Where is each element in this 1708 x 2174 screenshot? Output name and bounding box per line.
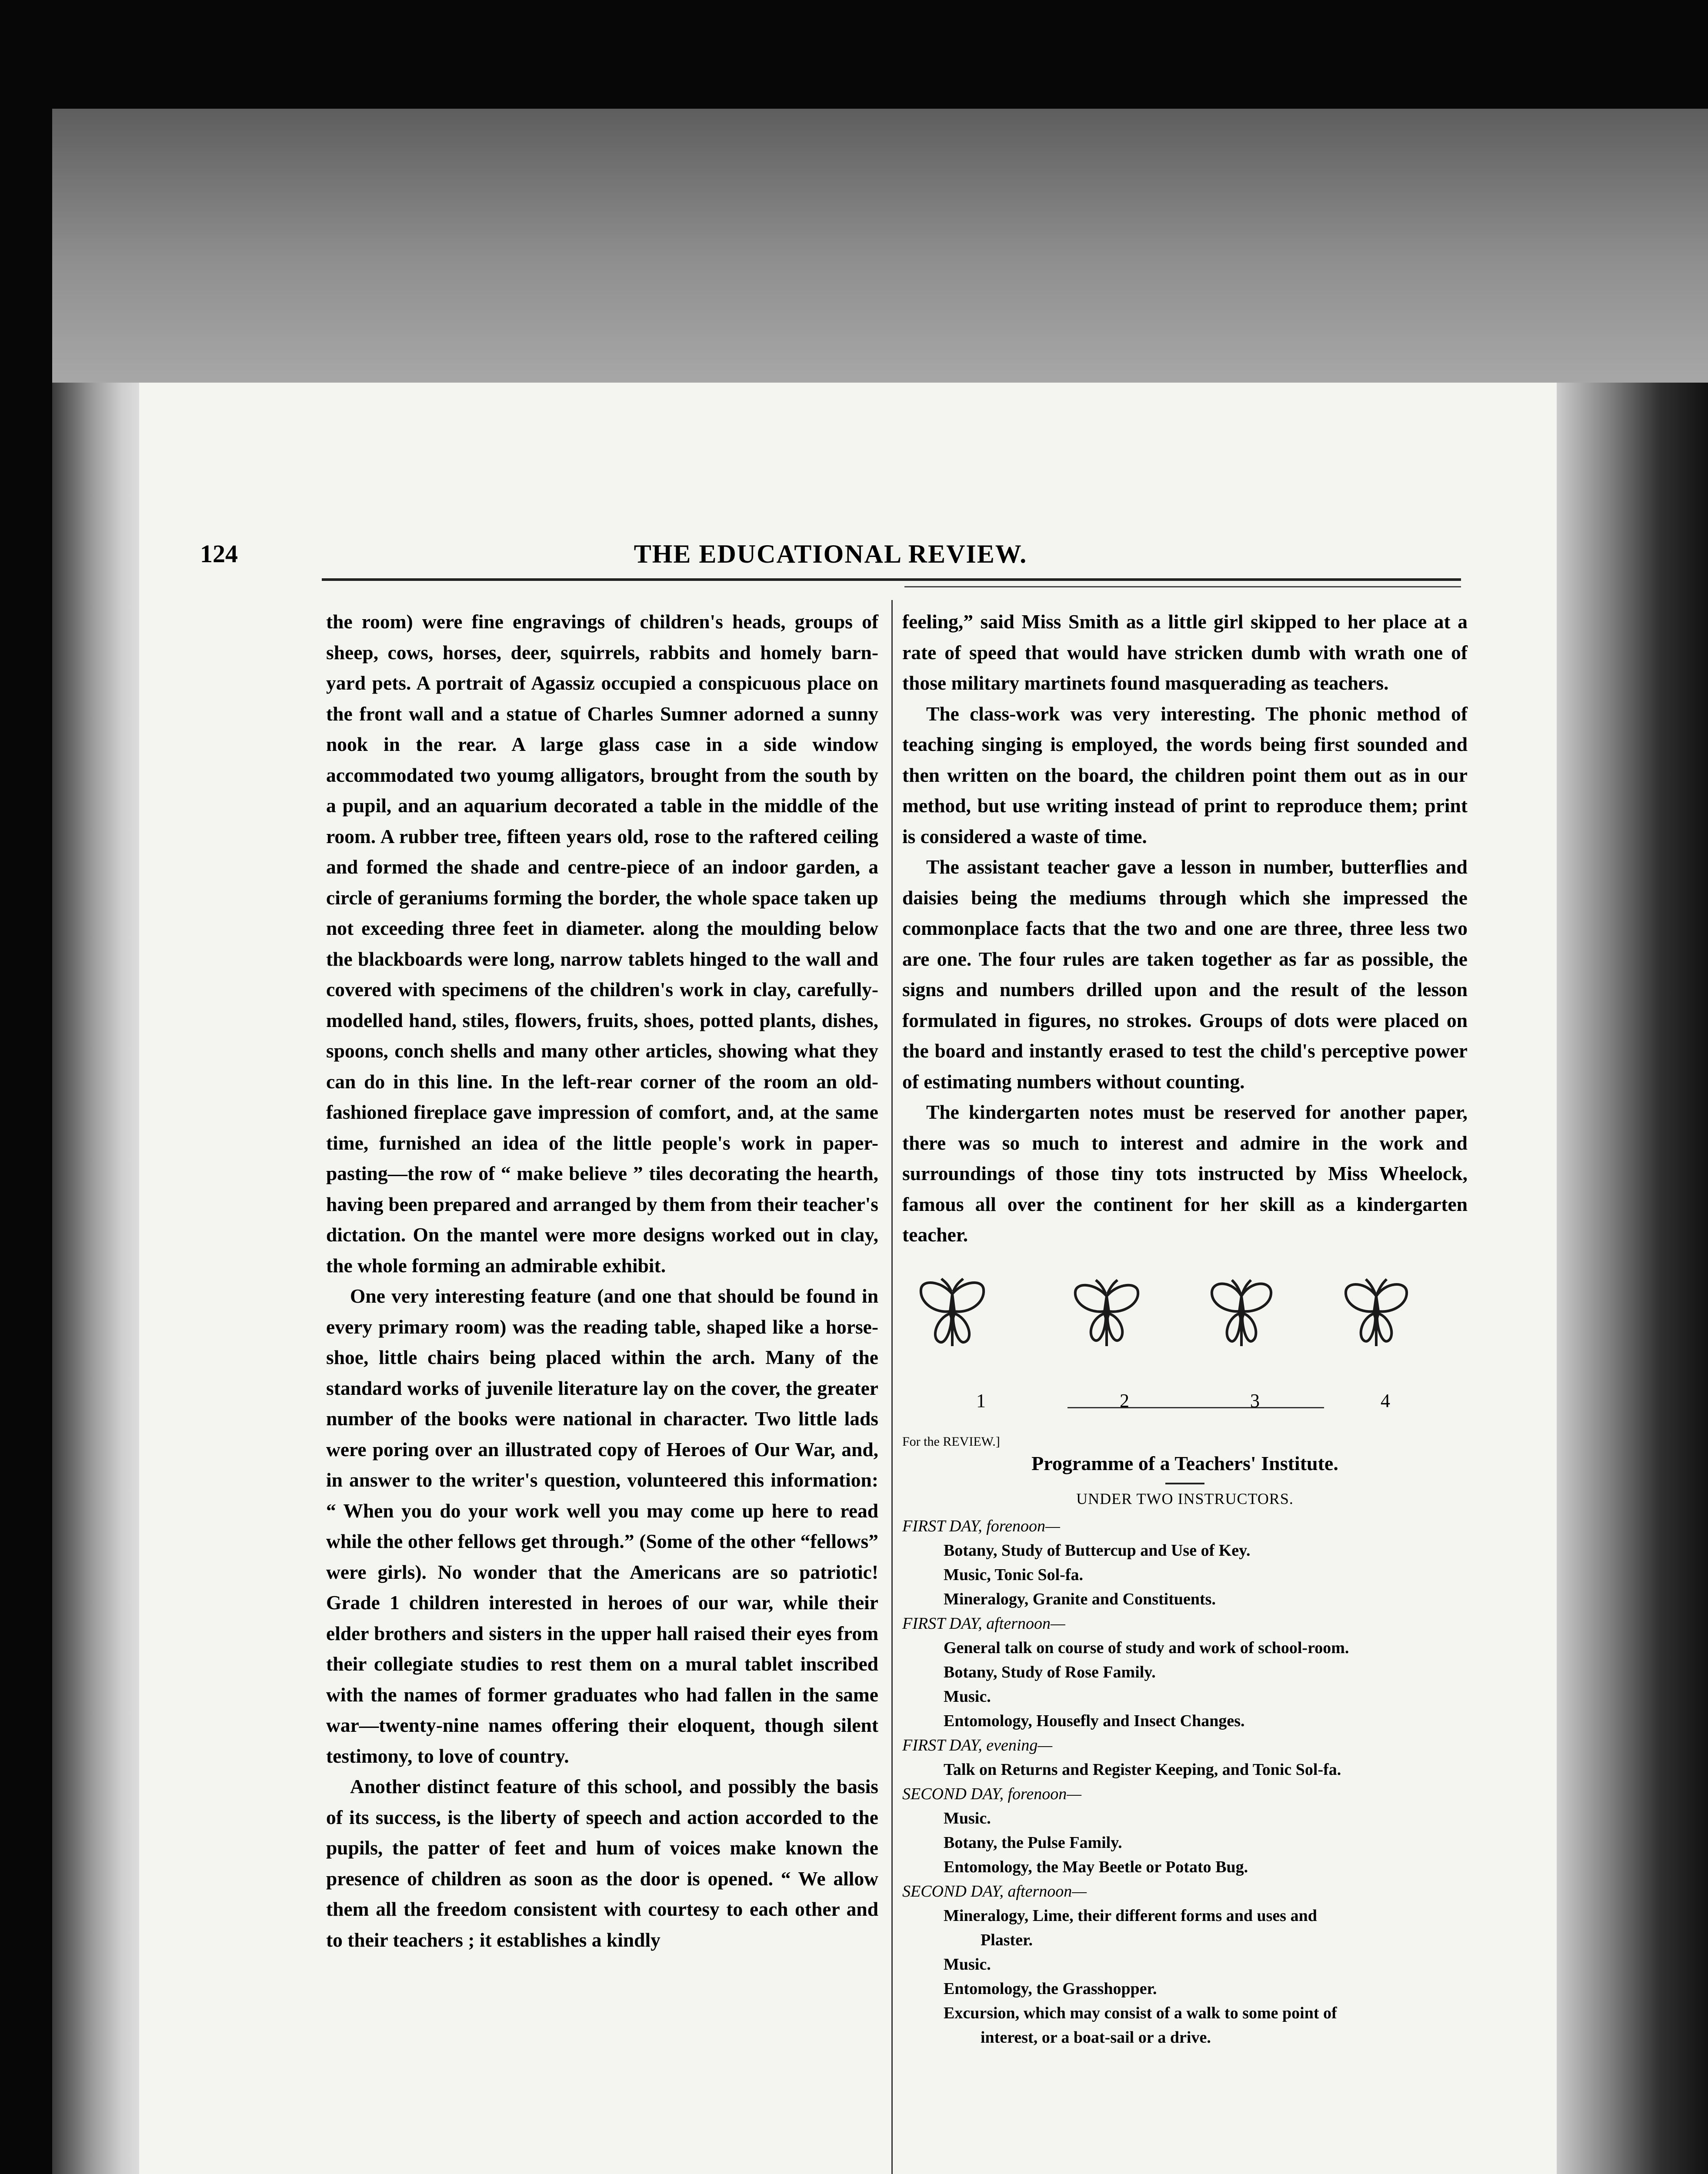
header-rule [322,578,1461,581]
session-item: Talk on Returns and Register Keeping, and Tonic Sol-fa. [944,1760,1341,1779]
butterfly-icon [1207,1277,1276,1359]
paragraph: feeling,” said Miss Smith as a little girl skipped to her place at a rate of speed that would have stricken dumb with wrath one of those military martinets found masquerading as teachers. [902,610,1468,694]
credit-line: For the REVIEW.] [902,1434,1000,1449]
programme-session [902,1514,1468,1611]
session-item: Music. [944,1809,991,1827]
page-header [200,539,1461,574]
butterfly-figures [902,1277,1468,1390]
session-item: Mineralogy, Lime, their different forms and uses and [944,1906,1317,1925]
programme-title: Programme of a Teachers' Institute. [1031,1452,1338,1474]
session-item: Botany, Study of Rose Family. [944,1663,1156,1681]
session-heading: SECOND DAY, afternoon— [902,1882,1087,1901]
session-item: Entomology, the Grasshopper. [944,1979,1157,1998]
session-heading: FIRST DAY, forenoon— [902,1517,1060,1535]
paragraph: The kindergarten notes must be reserved for another paper, there was so much to interest and admire in the work and surroundings of those tiny tots instructed by Miss Wheelock, famous all over the continent for her skill as a kindergarten teacher. [902,1101,1468,1246]
programme-session [902,1879,1468,2050]
session-heading: FIRST DAY, evening— [902,1736,1053,1754]
right-column [902,607,1468,2050]
figure-rule [1068,1407,1324,1408]
session-item: Music. [944,1955,991,1974]
running-head: THE EDUCATIONAL REVIEW. [634,540,1027,568]
paragraph: The assistant teacher gave a lesson in number, butterflies and daisies being the mediums through which she impressed the commonplace facts that the two and one are three, three less two are one. The four rules are taken together as far as possible, the signs and numbers drilled upon and the result of the lesson formulated in figures, no strokes. Groups of dots were placed on the board and instantly erased to test the child's perceptive power of estimating numbers without counting. [902,856,1468,1093]
paragraph: the room) were fine engravings of children's heads, groups of sheep, cows, horses, deer, squirrels, rabbits and homely barn-yard pets. A portrait of Agassiz occupied a conspicuous place on the front wall and a statue of Charles Sumner adorned a sunny nook in the rear. A large glass case in a side window accommodated two youmg alligators, brought from the south by a pupil, and an aquarium decorated a table in the middle of the room. A rubber tree, fifteen years old, rose to the raftered ceiling and formed the shade and centre-piece of an indoor garden, a circle of geraniums forming the border, the whole space taken up not exceeding three feet in diameter. along the moulding below the blackboards were long, narrow tablets hinged to the wall and covered with specimens of the children's work in clay, carefully-modelled hand, stiles, flowers, fruits, shoes, potted plants, dishes, spoons, conch shells and many other articles, showing what they can do in this line. In the left-rear corner of the room an old-fashioned fireplace gave impression of comfort, and, at the same time, furnished an idea of the little people's work in paper-pasting—the row of “ make believe ” tiles decorating the hearth, having been prepared and arranged by them from their teacher's dictation. On the mantel were more designs worked out in clay, the whole forming an admirable exhibit. [326,610,878,1277]
session-heading: FIRST DAY, afternoon— [902,1614,1065,1633]
title-rule [1165,1483,1204,1484]
butterfly-icon [917,1277,987,1359]
left-column [326,607,878,1955]
session-item: General talk on course of study and work of school-room. [944,1638,1349,1657]
session-item: Mineralogy, Granite and Constituents. [944,1590,1216,1608]
paragraph: One very interesting feature (and one that should be found in every primary room) was the reading table, shaped like a horse-shoe, little chairs being placed within the arch. Many of the standard works of juvenile literature lay on the cover, the greater number of the books were national in character. Two little lads were poring over an illustrated copy of Heroes of Our War, and, in answer to the writer's question, volunteered this information: “ When you do your work well you may come up here to read while the other fellows get through.” (Some of the other “fellows” were girls). No wonder that the Americans are so patriotic! Grade 1 children interested in heroes of our war, while their elder brothers and sisters in the upper hall raised their eyes from their collegiate studies to rest them on a mural tablet inscribed with the names of former graduates who had fallen in the same war—twenty-nine names offering their eloquent, though silent testimony, to love of country. [326,1285,878,1767]
session-item: interest, or a boat-sail or a drive. [981,2028,1211,2047]
page-number: 124 [200,540,238,568]
butterfly-icon [1341,1277,1411,1359]
session-item: Entomology, the May Beetle or Potato Bug. [944,1857,1248,1876]
session-heading: SECOND DAY, forenoon— [902,1784,1082,1803]
session-item: Music. [944,1687,991,1706]
session-item: Botany, the Pulse Family. [944,1833,1122,1852]
figure-label: 4 [1381,1390,1390,1411]
session-item: Plaster. [981,1931,1033,1949]
programme-subtitle: UNDER TWO INSTRUCTORS. [1076,1490,1294,1507]
programme-session [902,1733,1468,1782]
column-divider [891,600,893,2174]
programme-session [902,1611,1468,1733]
paragraph: Another distinct feature of this school, and possibly the basis of its success, is the liberty of speech and action accorded to the pupils, the patter of feet and hum of voices make known the presence of children as soon as the door is opened. “ We allow them all the freedom consistent with courtesy to each other and to their teachers ; it establishes a kindly [326,1775,878,1951]
session-item: Music, Tonic Sol-fa. [944,1565,1083,1584]
session-item: Entomology, Housefly and Insect Changes. [944,1711,1245,1730]
figure-numbers [902,1390,1468,1420]
butterfly-icon [1072,1277,1141,1359]
book-page-edges-left [52,383,152,2174]
header-rule-secondary [904,586,1461,587]
paragraph: The class-work was very interesting. The phonic method of teaching singing is employed, the words being first sounded and then written on the board, the children point them out as in our method, but use writing instead of print to reproduce them; print is considered a waste of time. [902,702,1468,847]
programme-session [902,1782,1468,1879]
figure-label: 1 [976,1390,986,1411]
figure-label: 2 [1120,1390,1129,1411]
session-item: Excursion, which may consist of a walk to some point of [944,2004,1337,2022]
figure-label: 3 [1250,1390,1260,1411]
book-page-edges-right [1548,383,1708,2174]
session-item: Botany, Study of Buttercup and Use of Key. [944,1541,1251,1560]
scanner-shadow-band [52,109,1708,387]
